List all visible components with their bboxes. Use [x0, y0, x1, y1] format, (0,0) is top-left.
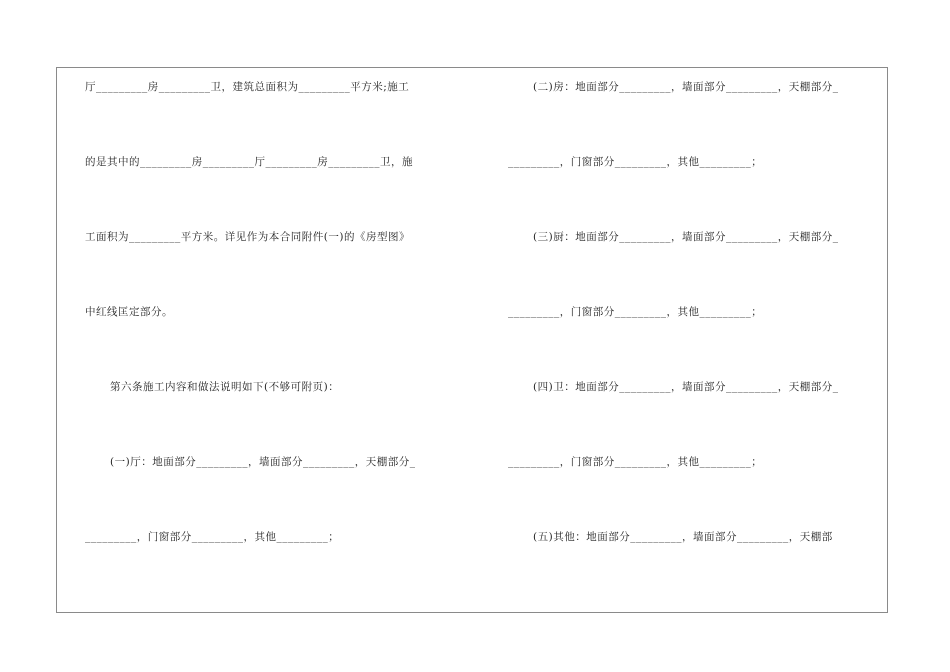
article-six-heading: 第六条施工内容和做法说明如下(不够可附页)： — [110, 381, 340, 393]
right-line-7: (五)其他：地面部分_________，墙面部分_________，天棚部 — [533, 531, 833, 543]
left-line-3: 工面积为_________平方米。详见作为本合同附件(一)的《房型图》 — [85, 231, 410, 243]
right-line-6: _________，门窗部分_________，其他_________； — [508, 456, 763, 468]
right-line-2: _________，门窗部分_________，其他_________； — [508, 156, 763, 168]
left-line-7: _________，门窗部分_________，其他_________； — [85, 531, 340, 543]
left-line-6: (一)厅：地面部分_________，墙面部分_________，天棚部分_ — [110, 456, 416, 468]
left-line-2: 的是其中的_________房_________厅_________房_________卫，施 — [85, 156, 413, 168]
right-line-4: _________，门窗部分_________，其他_________； — [508, 306, 763, 318]
right-line-5: (四)卫：地面部分_________，墙面部分_________，天棚部分_ — [533, 381, 839, 393]
left-line-4: 中红线匡定部分。 — [85, 306, 173, 318]
right-line-1: (二)房：地面部分_________，墙面部分_________，天棚部分_ — [533, 81, 839, 93]
left-line-1: 厅_________房_________卫，建筑总面积为_________平方米;施工 — [85, 81, 410, 93]
right-line-3: (三)厨：地面部分_________，墙面部分_________，天棚部分_ — [533, 231, 839, 243]
